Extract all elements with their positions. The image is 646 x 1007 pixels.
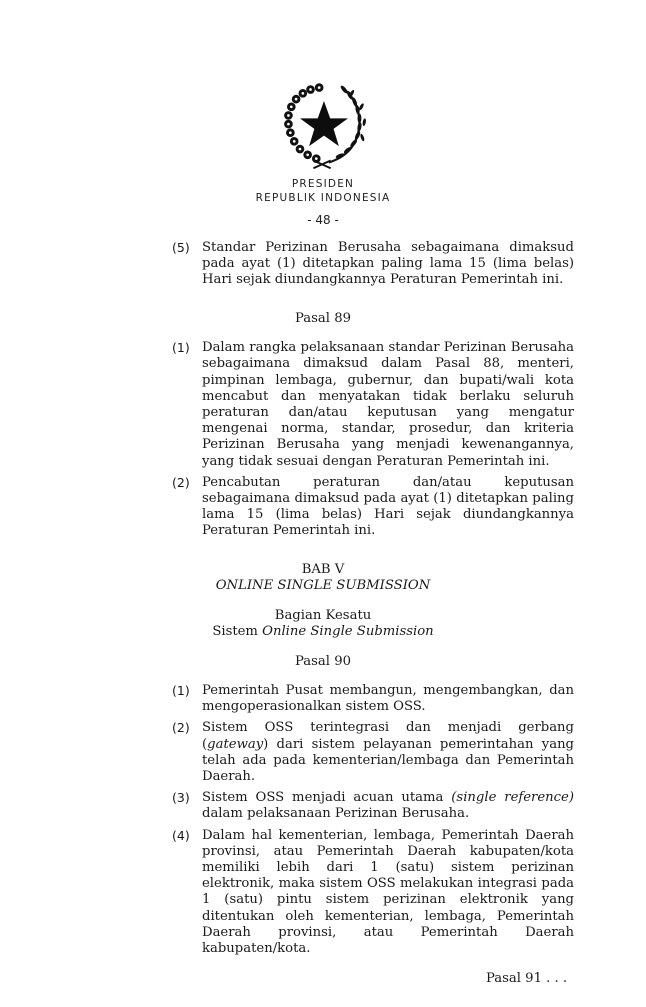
ayat-number: (2) (172, 474, 190, 490)
emblem-container (0, 78, 646, 174)
pasal-89-ayat-1 (172, 340, 574, 470)
header-republik-indonesia: REPUBLIK INDONESIA (255, 192, 391, 204)
pasal-90-title: Pasal 90 (295, 653, 351, 669)
bagian-subtitle (0, 624, 646, 641)
ayat-text (202, 720, 574, 785)
presidential-emblem-icon (275, 78, 371, 174)
ayat-text: Dalam rangka pelaksanaan standar Perizinan Berusaha sebagaimana dimaksud dalam Pasal 88, menteri, pimpinan lembaga, gubernur, dan bupati/wali kota mencabut dan menyatakan tidak berlaku seluruh peraturan dan/atau keputusan yang mengatur mengenai norma, standar, prosedur, dan kriteria Perizinan Berusaha yang menjadi kewenangannya, yang tidak sesuai dengan Peraturan Pemerintah ini. (202, 340, 574, 469)
pasal-90-ayat-3 (172, 790, 574, 822)
ayat-5 (172, 240, 574, 289)
ayat-text (202, 790, 574, 822)
bagian-subtitle-prefix: Sistem (212, 624, 258, 640)
ayat-number: (3) (172, 790, 190, 806)
ayat-text-pre: Sistem OSS menjadi acuan utama (202, 790, 452, 806)
ayat-text-italic: (single reference) (451, 790, 574, 806)
pasal-89-title: Pasal 89 (295, 310, 351, 326)
page-number: - 48 - (307, 213, 339, 227)
bagian-subtitle-italic: Online Single Submission (262, 624, 434, 640)
ayat-number: (4) (172, 827, 190, 843)
pasal-90-ayat-2 (172, 720, 574, 785)
bab-title: BAB V (301, 561, 345, 577)
ayat-number: (1) (172, 683, 190, 699)
next-page-indicator: Pasal 91 . . . (486, 971, 568, 987)
ayat-number: (2) (172, 720, 190, 736)
ayat-number: (1) (172, 340, 190, 356)
ayat-text-italic: gateway (207, 736, 264, 752)
pasal-89-ayat-2 (172, 475, 574, 540)
ayat-text-post: ) dari sistem pelayanan pemerintahan yang telah ada pada kementerian/lembaga dan Pemerintah Daerah. (202, 736, 574, 785)
pasal-90-ayat-1 (172, 683, 574, 715)
ayat-text: Dalam hal kementerian, lembaga, Pemerintah Daerah provinsi, atau Pemerintah Daerah kabupaten/kota memiliki lebih dari 1 (satu) sistem perizinan elektronik, maka sistem OSS melakukan integrasi pada 1 (satu) pintu sistem perizinan elektronik yang ditentukan oleh kementerian, lembaga, Pemerintah Daerah provinsi, atau Pemerintah Daerah kabupaten/kota. (202, 827, 574, 957)
ayat-number: (5) (172, 240, 190, 255)
ayat-text: Standar Perizinan Berusaha sebagaimana dimaksud pada ayat (1) ditetapkan paling lama 15 (lima belas) Hari sejak diundangkannya Peraturan Pemerintah ini. (202, 240, 574, 288)
bab-subtitle: ONLINE SINGLE SUBMISSION (215, 578, 431, 594)
ayat-text-post: dalam pelaksanaan Perizinan Berusaha. (202, 806, 470, 822)
ayat-text: Pemerintah Pusat membangun, mengembangkan, dan mengoperasionalkan sistem OSS. (202, 683, 574, 715)
bagian-title: Bagian Kesatu (274, 607, 372, 623)
ayat-text-pre: Sistem OSS terintegrasi dan menjadi gerbang ( (202, 720, 574, 752)
header-presiden: PRESIDEN (291, 178, 355, 190)
ayat-text: Pencabutan peraturan dan/atau keputusan sebagaimana dimaksud pada ayat (1) ditetapkan paling lama 15 (lima belas) Hari sejak diundangkannya Peraturan Pemerintah ini. (202, 474, 574, 539)
pasal-90-ayat-4 (172, 828, 574, 958)
